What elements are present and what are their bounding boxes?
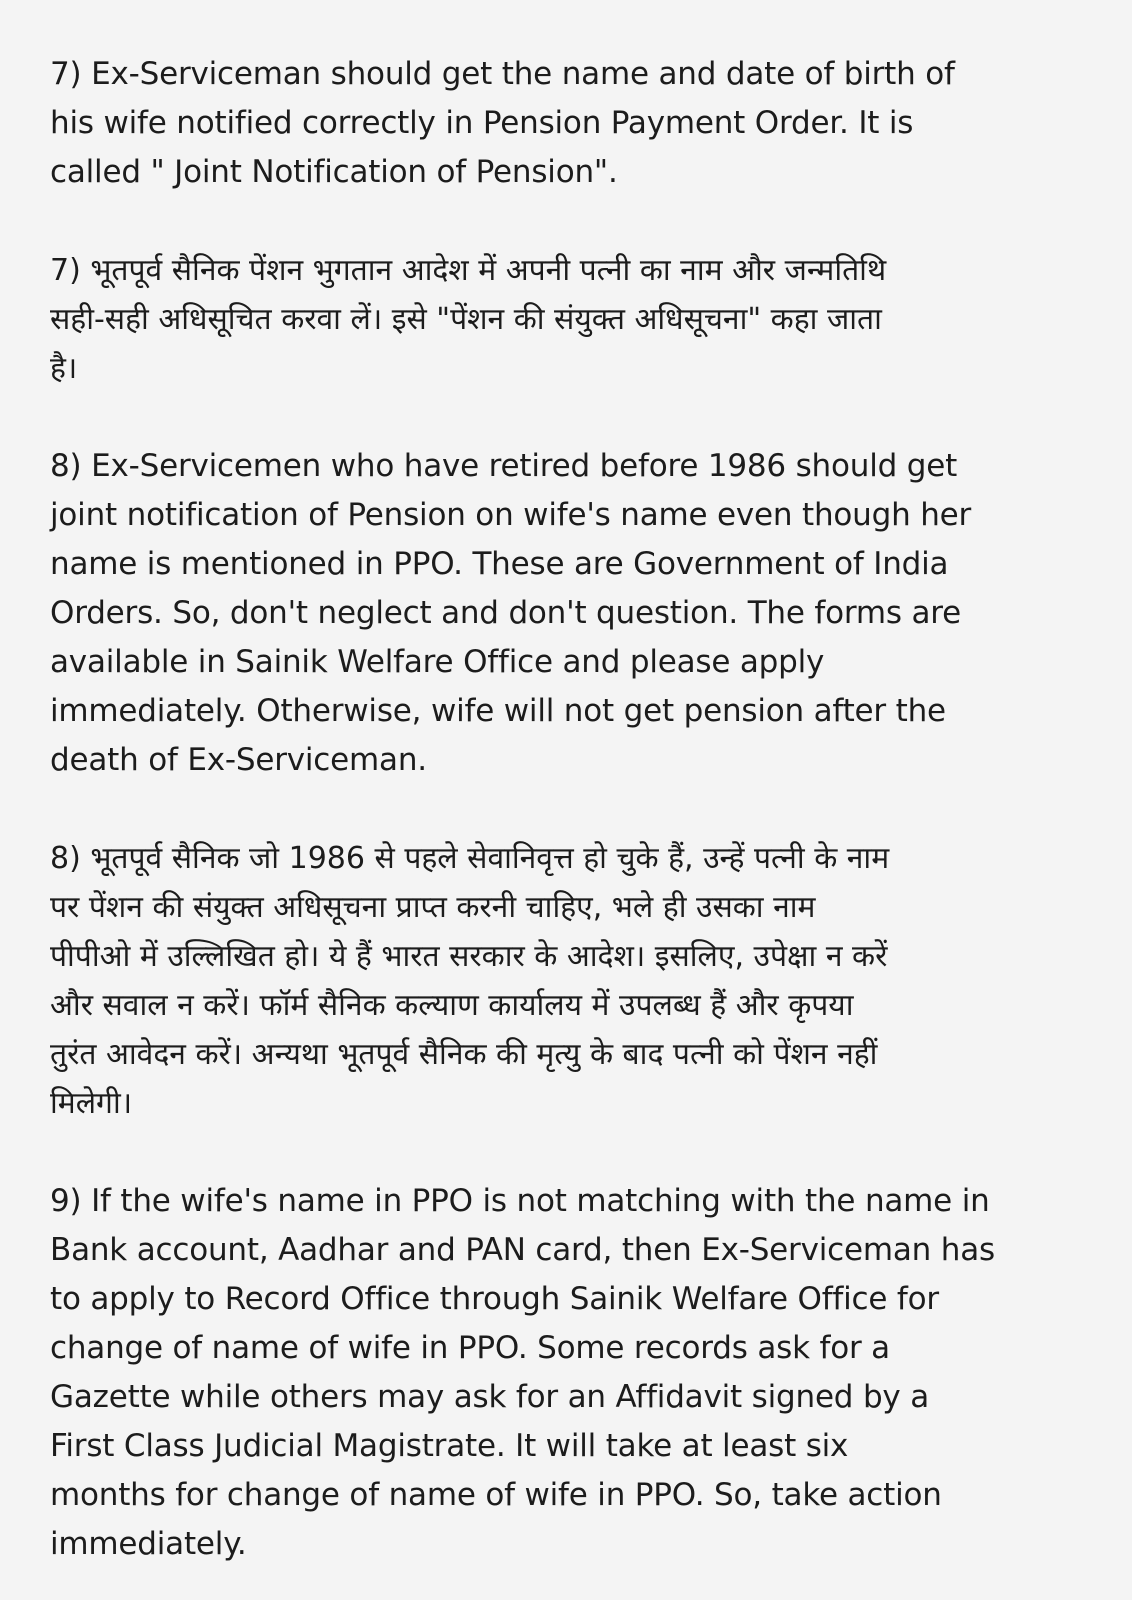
- paragraph-spacer: [50, 785, 1090, 834]
- document-body: [50, 50, 1090, 1569]
- paragraph-spacer: [50, 393, 1090, 442]
- paragraph-9-english: 9) If the wife's name in PPO is not matching with the name in Bank account, Aadhar and PAN card, then Ex-Serviceman has to apply to Record Office through Sainik Welfare Office for change of name of wife in PPO. Some records ask for a Gazette while others may ask for an Affidavit signed by a First Class Judicial Magistrate. It will take at least six months for change of name of wife in PPO. So, take action immediately.: [50, 1183, 995, 1562]
- paragraph-spacer: [50, 197, 1090, 246]
- paragraph-8-english: 8) Ex-Servicemen who have retired before 1986 should get joint notification of Pension on wife's name even though her name is mentioned in PPO. These are Government of India Orders. So, don't neglect and don't question. The forms are available in Sainik Welfare Office and please apply immediately. Otherwise, wife will not get pension after the death of Ex-Serviceman.: [50, 448, 972, 778]
- paragraph-7-english: 7) Ex-Serviceman should get the name and date of birth of his wife notified correctly in Pension Payment Order. It is called " Joint Notification of Pension".: [50, 56, 955, 190]
- paragraph-8-hindi: 8) भूतपूर्व सैनिक जो 1986 से पहले सेवानिवृत्त हो चुके हैं, उन्हें पत्नी के नाम पर पेंशन की संयुक्त अधिसूचना प्राप्त करनी चाहिए, भले ही उसका नाम पीपीओ में उल्लिखित हो। ये हैं भारत सरकार के आदेश। इसलिए, उपेक्षा न करें और सवाल न करें। फॉर्म सैनिक कल्याण कार्यालय में उपलब्ध हैं और कृपया तुरंत आवेदन करें। अन्यथा भूतपूर्व सैनिक की मृत्यु के बाद पत्नी को पेंशन नहीं मिलेगी।: [50, 841, 890, 1121]
- paragraph-spacer: [50, 1128, 1090, 1177]
- paragraph-7-hindi: 7) भूतपूर्व सैनिक पेंशन भुगतान आदेश में अपनी पत्नी का नाम और जन्मतिथि सही-सही अधिसूचित करवा लें। इसे "पेंशन की संयुक्त अधिसूचना" कहा जाता है।: [50, 253, 887, 386]
